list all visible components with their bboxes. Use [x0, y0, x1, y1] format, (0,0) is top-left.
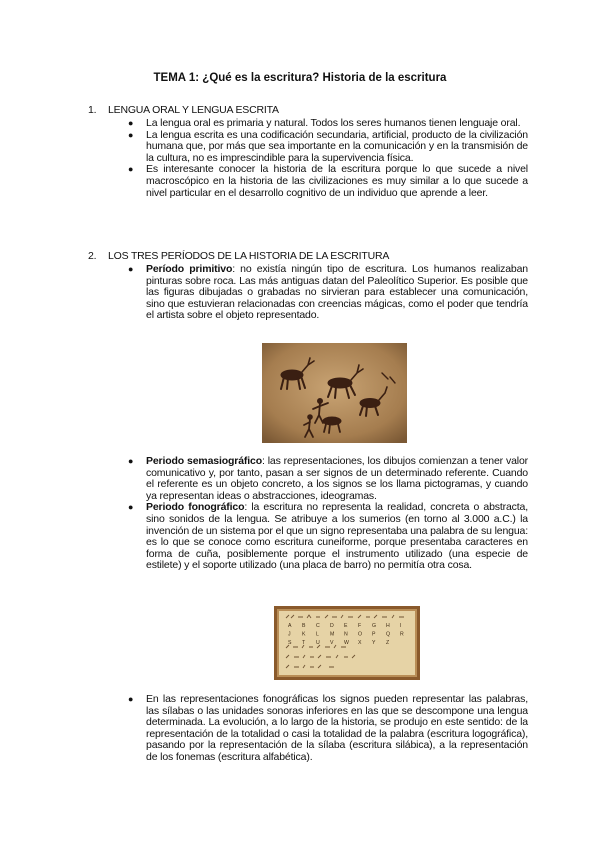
list-item: ● Es interesante conocer la historia de la escritura porque lo que sucede a nivel macroscópico en la historia de las civilizaciones es muy similar a lo que sucede a nivel particular en el desarrollo cognitivo de un individuo que aprende a leer.	[128, 163, 528, 199]
tablet-letter: V	[330, 640, 334, 646]
tablet-icon	[274, 606, 420, 680]
tablet-letter: F	[358, 623, 362, 629]
section-2-heading	[88, 250, 389, 262]
section-number: 2.	[88, 250, 97, 262]
tablet-letter: D	[330, 623, 334, 629]
list-item: ● La lengua oral es primaria y natural. Todos los seres humanos tienen lenguaje oral.	[128, 117, 521, 129]
cave-painting-image	[262, 343, 407, 443]
tablet-letter: Z	[386, 640, 390, 646]
period-term: Periodo semasiográfico	[146, 455, 262, 467]
cave-painting-icon	[262, 343, 407, 443]
section-2-list-a	[128, 264, 528, 322]
tablet-letter: I	[400, 623, 402, 629]
section-number: 1.	[88, 104, 97, 116]
tablet-letter: C	[316, 623, 320, 629]
bullet-icon: ●	[128, 264, 134, 274]
section-title: LOS TRES PERÍODOS DE LA HISTORIA DE LA ESCRITURA	[108, 250, 390, 262]
tablet-letter: X	[358, 640, 362, 646]
tablet-letter: N	[344, 631, 348, 638]
tablet-letter: P	[372, 631, 376, 638]
bullet-icon: ●	[128, 164, 134, 175]
section-1-heading	[88, 104, 279, 116]
section-title: LENGUA ORAL Y LENGUA ESCRITA	[108, 104, 279, 116]
list-item: ● La lengua escrita es una codificación secundaria, artificial, producto de la civilización humana que, por más que sea importante en la comunicación y en la transmisión de la cultura, no es imprescindible para la supervivencia física.	[128, 128, 528, 164]
tablet-letter: O	[358, 631, 363, 638]
tablet-letter: Q	[386, 631, 391, 638]
page-title: TEMA 1: ¿Qué es la escritura? Historia de la escritura	[153, 72, 447, 84]
period-term: Período primitivo	[146, 263, 233, 275]
tablet-letter: G	[372, 623, 377, 629]
tablet-letter: B	[302, 623, 306, 629]
section-2-list-b	[128, 456, 528, 572]
tablet-letter: L	[316, 631, 319, 638]
bullet-icon: ●	[128, 129, 134, 140]
tablet-letter: T	[302, 640, 306, 646]
list-item: ● Periodo fonográfico: la escritura no representa la realidad, concreta o abstracta, sino sonidos de la lengua. Se atribuye a los sumerios (en torno al 3.000 a.C.) la invención de un sistema por el que un signo representaba una palabra de su lengua: es lo que se conoce como escritura cuneiforme, porque presentaba caracteres en forma de cuña, posiblemente porque el instrumento utilizado (una especie de estilete) y el soporte utilizado (una placa de barro) no permitía otra cosa.	[128, 501, 528, 572]
tablet-letter: W	[344, 640, 349, 646]
tablet-letter: M	[330, 631, 335, 638]
tablet-letter: Y	[372, 640, 376, 646]
bullet-icon: ●	[128, 694, 134, 704]
tablet-letter: A	[288, 623, 292, 629]
bullet-icon: ●	[128, 502, 134, 513]
period-term: Periodo fonográfico	[146, 501, 245, 514]
bullet-icon: ●	[128, 456, 134, 466]
section-2-list-c	[128, 694, 528, 764]
tablet-letter: E	[344, 623, 348, 629]
tablet-letter: J	[288, 631, 291, 638]
bullet-icon: ●	[128, 118, 134, 128]
list-item: ● Período primitivo: no existía ningún tipo de escritura. Los humanos realizaban pinturas sobre roca. Las más antiguas datan del Paleolítico Superior. Es posible que las figuras dibujadas o grabadas no sirvieran para establecer una comunicación, sino que estuvieran relacionadas con creencias mágicas, como el poder que tendría el artista sobre el objeto representado.	[128, 263, 528, 322]
list-item: ● En las representaciones fonográficas los signos pueden representar las palabras, las sílabas o las unidades sonoras inferiores en las que se descompone una lengua determinada. La evolución, a lo largo de la historia, se produjo en este sentido: de la representación de la totalidad o casi la totalidad de la palabra (escritura logográfica), pasando por la representación de la sílaba (escritura silábica), a la representación de los fonemas (escritura alfabética).	[128, 693, 528, 763]
tablet-letter: K	[302, 631, 306, 638]
list-item: ● Periodo semasiográfico: las representaciones, los dibujos comienzan a tener valor comunicativo y, por tanto, pasan a ser signos de un determinado referente. Cuando el referente es un objeto concreto, a los signos se los llama pictogramas, y cuando ya representan ideas o abstracciones, ideogramas.	[128, 455, 528, 502]
section-1-list	[128, 118, 528, 199]
tablet-letter: H	[386, 623, 390, 629]
cuneiform-tablet-image	[274, 606, 420, 680]
tablet-letter: R	[400, 631, 404, 638]
tablet-letter: S	[288, 640, 292, 646]
tablet-letter: U	[316, 640, 320, 646]
